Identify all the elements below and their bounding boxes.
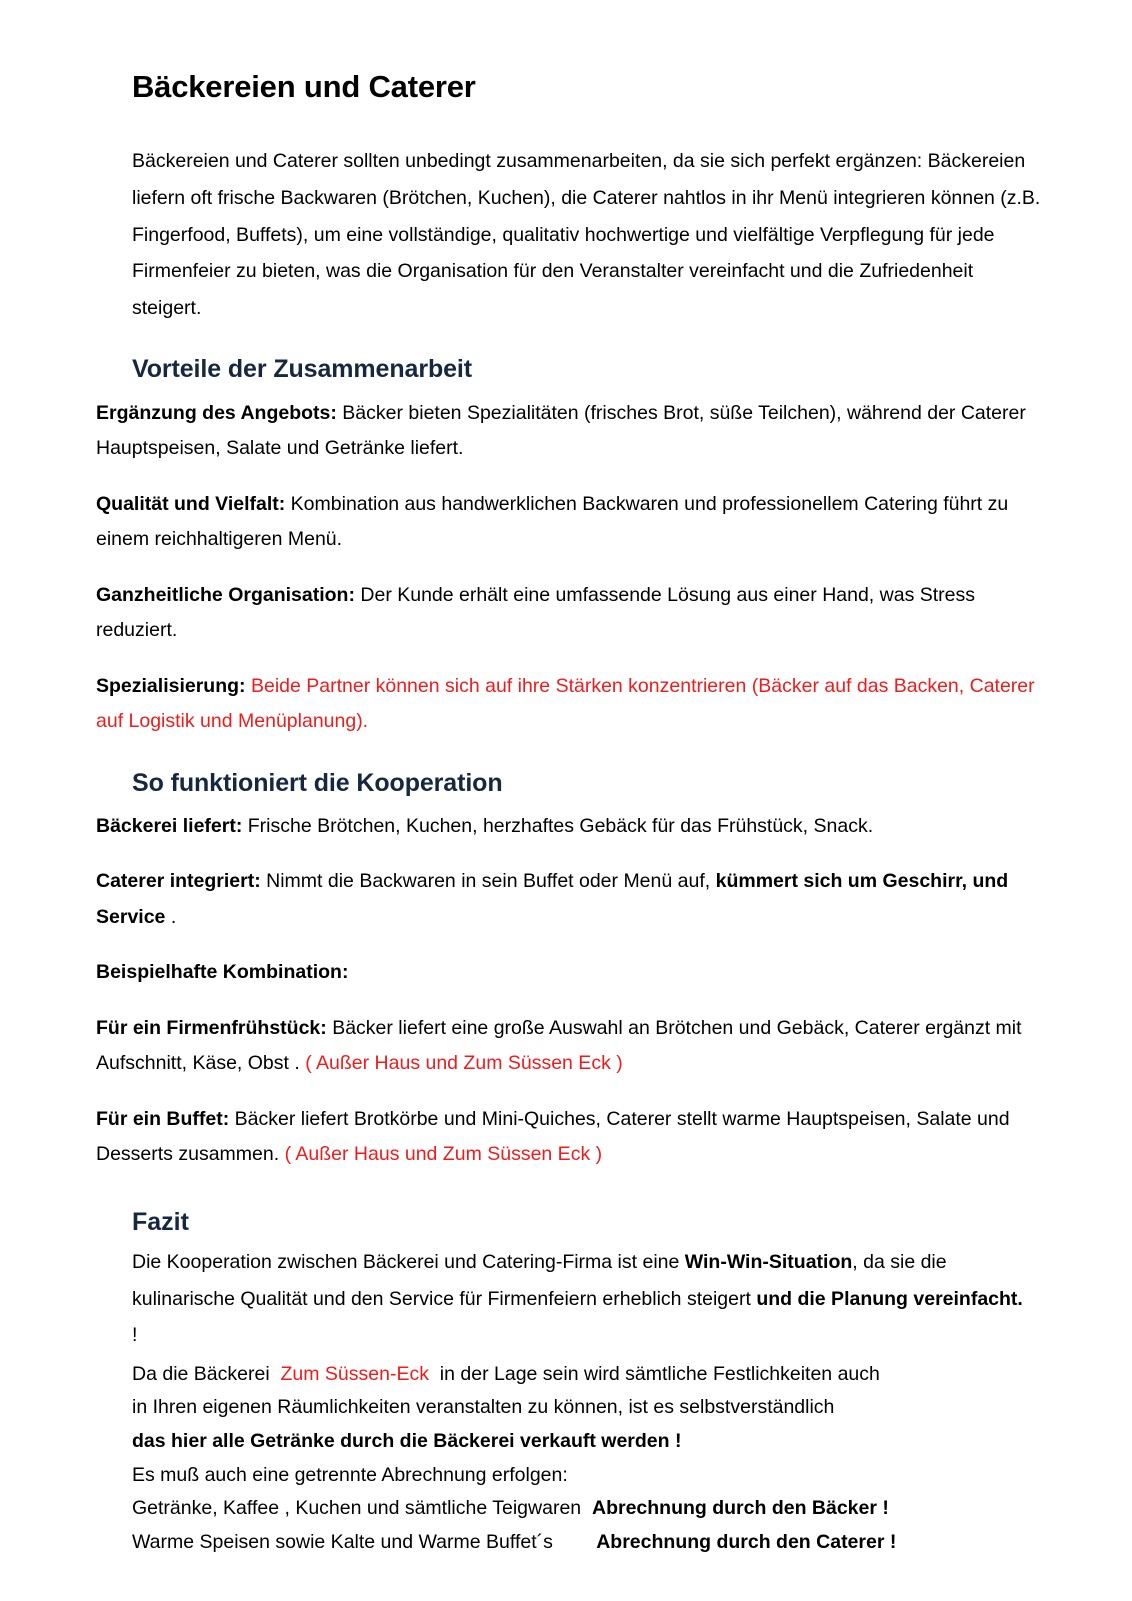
fazit-line-raeumlichkeiten: in Ihren eigenen Räumlichkeiten veranstalten zu können, ist es selbstverständlich <box>132 1396 835 1419</box>
section-heading-kooperation: So funktioniert die Kooperation <box>132 768 503 797</box>
fazit-line-baeckerei-pre: Da die Bäckerei <box>132 1362 281 1385</box>
paragraph-body-ganzheitlich: Der Kunde erhält eine umfassende Lösung aus einer Hand, was Stress reduziert. <box>96 583 975 642</box>
paragraph-body-spezialisierung: Beide Partner können sich auf ihre Stärken konzentrieren (Bäcker auf das Backen, Caterer auf Logistik und Menüplanung). <box>96 674 1035 733</box>
paragraph-bold-tail-caterer-integriert: kümmert sich um Geschirr, und Service <box>96 870 1009 928</box>
fazit-line-abrechnung-baecker-pre: Getränke, Kaffee , Kuchen und sämtliche Teigwaren <box>132 1497 592 1520</box>
paragraph-beispielhafte-kombination <box>96 955 1044 990</box>
paragraph-ganzheitlich <box>96 578 1044 649</box>
fazit-line-baeckerei <box>132 1358 1044 1392</box>
fazit-text-part2: , da sie die kulinarische Qualität und den Service für Firmenfeiern erheblich steigert <box>132 1250 947 1310</box>
paragraph-body-qualitaet: Kombination aus handwerklichen Backwaren und professionellem Catering führt zu einem reichhaltigeren Menü. <box>96 492 1009 551</box>
paragraph-lead-ganzheitlich: Ganzheitliche Organisation: <box>96 583 355 606</box>
fazit-bold-planung: und die Planung vereinfacht. <box>756 1287 1023 1310</box>
paragraph-ergaenzung <box>96 396 1044 467</box>
paragraph-qualitaet <box>96 487 1044 558</box>
paragraph-lead-beispielhafte-kombination: Beispielhafte Kombination: <box>96 961 349 984</box>
fazit-line-baeckerei-name: Zum Süssen-Eck <box>280 1362 429 1385</box>
paragraph-caterer-integriert <box>96 864 1044 935</box>
fazit-line-abrechnung-baecker-bold: Abrechnung durch den Bäcker ! <box>591 1497 889 1520</box>
paragraph-red-note-firmenfruehstueck: ( Außer Haus und Zum Süssen Eck ) <box>305 1052 623 1075</box>
fazit-line-abrechnung-intro: Es muß auch eine getrennte Abrechnung erfolgen: <box>132 1463 568 1486</box>
paragraph-body-caterer-integriert: Nimmt die Backwaren in sein Buffet oder Menü auf, <box>260 870 716 893</box>
fazit-text-part1: Die Kooperation zwischen Bäckerei und Catering-Firma ist eine <box>132 1250 685 1273</box>
paragraph-lead-baeckerei-liefert: Bäckerei liefert: <box>96 814 243 837</box>
page-title: Bäckereien und Caterer <box>132 69 476 104</box>
fazit-closing-lines <box>132 1358 1044 1559</box>
paragraph-red-note-buffet: ( Außer Haus und Zum Süssen Eck ) <box>284 1143 603 1166</box>
paragraph-body-baeckerei-liefert: Frische Brötchen, Kuchen, herzhaftes Gebäck für das Frühstück, Snack. <box>242 814 874 837</box>
paragraph-body-ergaenzung: Bäcker bieten Spezialitäten (frisches Brot, süße Teilchen), während der Caterer Hauptspeisen, Salate und Getränke liefert. <box>96 401 1026 460</box>
paragraph-end-caterer-integriert: . <box>165 905 177 928</box>
fazit-line-baeckerei-post: in der Lage sein wird sämtliche Festlichkeiten auch <box>428 1362 880 1385</box>
paragraph-lead-spezialisierung: Spezialisierung: <box>96 674 246 697</box>
fazit-line-abrechnung-baecker <box>132 1492 1044 1526</box>
paragraph-lead-qualitaet: Qualität und Vielfalt: <box>96 492 286 515</box>
section-heading-vorteile: Vorteile der Zusammenarbeit <box>132 355 473 384</box>
intro-paragraph: Bäckereien und Caterer sollten unbedingt zusammenarbeiten, da sie sich perfekt ergänzen: Bäckereien liefern oft frische Backwaren (Brötchen, Kuchen), die Caterer nahtlos in ihr Menü integrieren können (z.B. Fingerfood, Buffets), um eine vollständige, qualitativ hochwertige und vielfältige Verpflegung für jede Firmenfeier zu bieten, was die Organisation für den Veranstalter vereinfacht und die Zufriedenheit steigert. <box>132 150 1041 319</box>
fazit-line-abrechnung-caterer-pre: Warme Speisen sowie Kalte und Warme Buffet´s <box>132 1530 597 1553</box>
paragraph-lead-caterer-integriert: Caterer integriert: <box>96 870 261 893</box>
paragraph-fazit-body <box>132 1244 1032 1354</box>
paragraph-body-buffet: Bäcker liefert Brotkörbe und Mini-Quiches, Caterer stellt warme Hauptspeisen, Salate und Desserts zusammen. <box>96 1107 1010 1166</box>
paragraph-buffet <box>96 1102 1044 1173</box>
section-heading-fazit: Fazit <box>132 1207 189 1236</box>
paragraph-body-firmenfruehstueck: Bäcker liefert eine große Auswahl an Brötchen und Gebäck, Caterer ergänzt mit Aufschnitt, Käse, Obst . <box>96 1016 1022 1075</box>
paragraph-baeckerei-liefert <box>96 809 1044 844</box>
paragraph-lead-firmenfruehstueck: Für ein Firmenfrühstück: <box>96 1016 327 1039</box>
fazit-text-part3: ! <box>132 1324 138 1347</box>
fazit-line-getraenke-verkauf: das hier alle Getränke durch die Bäckerei verkauft werden ! <box>132 1430 682 1452</box>
paragraph-lead-buffet: Für ein Buffet: <box>96 1107 230 1130</box>
paragraph-firmenfruehstueck <box>96 1011 1044 1082</box>
paragraph-lead-ergaenzung: Ergänzung des Angebots: <box>96 401 337 424</box>
fazit-bold-win-win: Win-Win-Situation <box>684 1250 853 1273</box>
fazit-line-abrechnung-caterer-bold: Abrechnung durch den Caterer ! <box>596 1530 897 1553</box>
paragraph-spezialisierung <box>96 669 1044 740</box>
fazit-line-abrechnung-caterer <box>132 1526 1044 1560</box>
